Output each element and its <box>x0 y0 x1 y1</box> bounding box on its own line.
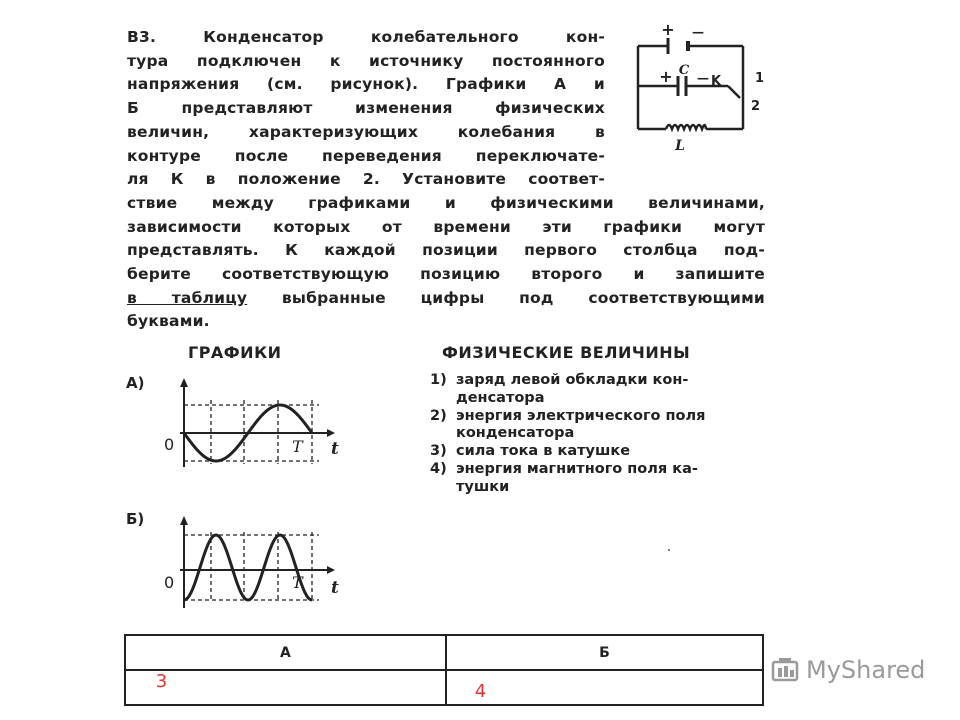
quantity-item <box>430 443 766 461</box>
graph-b-origin: 0 <box>164 573 175 592</box>
quantities-header: ФИЗИЧЕСКИЕ ВЕЛИЧИНЫ <box>442 343 691 362</box>
answer-value-a: 3 <box>155 671 168 692</box>
problem-line-rest: выбранные цифры под соответствующими <box>247 288 765 307</box>
graph-b-label: Б) <box>126 510 145 528</box>
problem-line: напряжения (см. рисунок). Графики А и <box>127 75 605 94</box>
stray-dot <box>668 549 670 551</box>
problem-line: В3. Конденсатор колебательного кон- <box>127 28 605 46</box>
problem-line: зависимости которых от времени эти графики могут <box>127 217 765 236</box>
quantity-text <box>456 443 766 461</box>
switch-position-1: 1 <box>755 71 765 86</box>
answer-cell-a[interactable] <box>125 670 446 705</box>
graphs-header: ГРАФИКИ <box>188 343 282 362</box>
problem-line: ствие между графиками и физическими величинами, <box>127 193 765 212</box>
quantity-text <box>456 408 766 444</box>
problem-line: величин, характеризующих колебания в <box>127 122 605 141</box>
problem-line: ля К в положение 2. Установите соответ- <box>127 170 605 189</box>
capacitor-minus-label: — <box>697 71 709 85</box>
myshared-logo-icon <box>770 655 800 685</box>
battery-plus-label: + <box>661 24 675 39</box>
capacitor-plus-label: + <box>659 67 673 86</box>
quantity-text-line: денсатора <box>456 389 545 406</box>
graph-a <box>124 372 354 472</box>
problem-line-table <box>127 287 765 311</box>
circuit-wires <box>638 38 743 129</box>
graph-a-label: А) <box>126 374 145 392</box>
answer-value-b: 4 <box>474 681 487 702</box>
quantity-text-line: энергия электрического поля <box>456 407 706 424</box>
graph-b-axis-t: t <box>331 578 339 598</box>
coil-label: L <box>675 138 685 154</box>
quantity-number: 4) <box>430 460 447 477</box>
problem-line: берите соответствующую позицию второго и запишите <box>127 265 765 284</box>
quantities-list <box>430 372 766 497</box>
answer-cell-b[interactable] <box>446 670 763 705</box>
battery-minus-label: — <box>692 25 704 39</box>
quantity-text-line: тушки <box>456 478 510 495</box>
problem-line: представлять. К каждой позиции первого столбца под- <box>127 241 765 260</box>
quantity-number: 3) <box>430 443 447 460</box>
watermark-text: MyShared <box>806 656 926 684</box>
answer-table <box>124 634 764 706</box>
quantity-text <box>456 461 766 497</box>
graph-b-period: T <box>292 573 303 592</box>
problem-line: Б представляют изменения физических <box>127 99 605 118</box>
quantity-text-line: конденсатора <box>456 425 575 442</box>
capacitor-label: C <box>678 63 690 78</box>
graph-a-axis-t: t <box>331 439 339 459</box>
quantity-number: 2) <box>430 407 447 424</box>
answer-header-b: Б <box>446 635 763 670</box>
problem-line: контуре после переведения переключате- <box>127 146 605 165</box>
quantity-number: 1) <box>430 372 447 388</box>
problem-line: буквами. <box>127 312 210 331</box>
problem-line: тура подключен к источнику постоянного <box>127 51 605 70</box>
quantity-text-line: заряд левой обкладки кон- <box>456 372 689 388</box>
switch-position-2: 2 <box>751 99 761 114</box>
graph-b <box>124 508 354 614</box>
quantity-item <box>430 372 766 408</box>
quantity-item <box>430 461 766 497</box>
circuit-diagram <box>628 24 778 164</box>
watermark <box>770 655 925 685</box>
graph-a-period: T <box>292 437 303 456</box>
switch-label: K <box>710 74 722 89</box>
table-link-text: в таблицу <box>127 288 248 307</box>
quantity-text <box>456 372 766 408</box>
quantity-item <box>430 408 766 444</box>
graph-a-origin: 0 <box>164 435 175 454</box>
quantity-text-line: сила тока в катушке <box>456 443 631 460</box>
quantity-text-line: энергия магнитного поля ка- <box>456 460 698 477</box>
answer-header-a: А <box>125 635 446 670</box>
